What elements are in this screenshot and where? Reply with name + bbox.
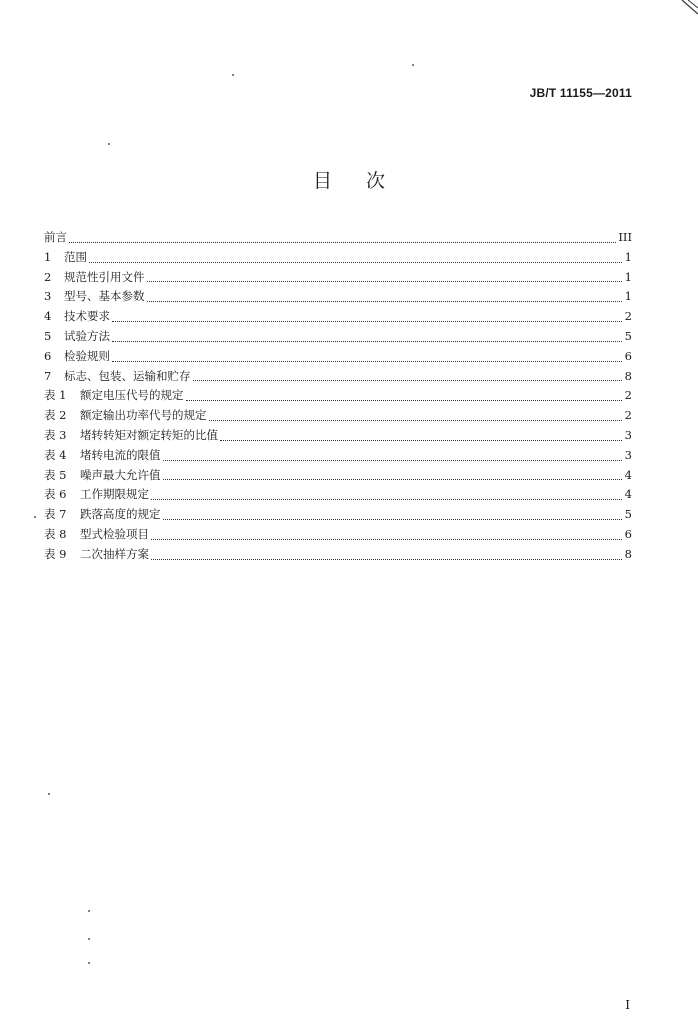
toc-entry-title: 堵转转矩对额定转矩的比值 <box>80 427 218 442</box>
scan-speck <box>34 516 36 518</box>
toc-entry-title: 型式检验项目 <box>80 526 149 541</box>
toc-entry-number: 4 <box>44 309 52 324</box>
toc-entry-title: 试验方法 <box>64 328 110 343</box>
toc-entry-page: 1 <box>624 289 632 304</box>
toc-entry-number: 表 4 <box>44 447 67 462</box>
toc-dot-leader <box>151 538 622 540</box>
toc-dot-leader <box>89 261 622 263</box>
toc-entry[interactable] <box>44 228 632 248</box>
toc-dot-leader <box>112 320 622 322</box>
toc-entry-page: 2 <box>624 309 632 324</box>
toc-entry-page: 1 <box>624 249 632 264</box>
scan-speck <box>88 962 90 964</box>
toc-entry-title: 技术要求 <box>64 309 110 324</box>
toc-entry-page: 2 <box>624 388 632 403</box>
toc-entry-title: 检验规则 <box>64 348 110 363</box>
toc-entry[interactable] <box>44 545 632 565</box>
toc-entry-number: 表 7 <box>44 507 67 522</box>
toc-entry-number: 表 9 <box>44 546 67 561</box>
toc-entry-number: 2 <box>44 269 52 284</box>
toc-entry-title: 额定电压代号的规定 <box>80 388 184 403</box>
toc-entry-title: 噪声最大允许值 <box>80 467 161 482</box>
toc-entry-page: 3 <box>624 427 632 442</box>
toc-entry-page: 8 <box>624 368 632 383</box>
toc-dot-leader <box>163 518 623 520</box>
toc-entry-page: 8 <box>624 546 632 561</box>
toc-entry-number: 3 <box>44 289 52 304</box>
toc-dot-leader <box>151 558 622 560</box>
toc-entry[interactable] <box>44 505 632 525</box>
toc-entry-number: 5 <box>44 328 52 343</box>
page-corner-mark <box>678 0 698 20</box>
toc-dot-leader <box>193 379 623 381</box>
toc-entry-title: 前言 <box>44 230 67 244</box>
toc-entry-number: 表 8 <box>44 526 67 541</box>
toc-entry-number: 表 3 <box>44 427 67 442</box>
page-title: 目次 <box>312 170 419 192</box>
standard-number: JB/T 11155—2011 <box>529 86 632 100</box>
toc-entry[interactable] <box>44 466 632 486</box>
toc-entry-number: 表 5 <box>44 467 67 482</box>
scan-speck <box>232 74 234 76</box>
toc-entry-title: 工作期限规定 <box>80 487 149 502</box>
toc-dot-leader <box>147 300 623 302</box>
toc-entry[interactable] <box>44 426 632 446</box>
toc-entry-page: 6 <box>624 348 632 363</box>
toc-dot-leader <box>151 498 622 500</box>
toc-dot-leader <box>147 280 623 282</box>
toc-entry-title: 型号、基本参数 <box>64 289 145 304</box>
toc-entry-title: 范围 <box>64 249 87 264</box>
toc-entry-title: 标志、包装、运输和贮存 <box>64 368 191 383</box>
toc-entry[interactable] <box>44 268 632 288</box>
toc-entry-number: 表 1 <box>44 388 67 403</box>
toc-entry[interactable] <box>44 525 632 545</box>
toc-entry-title: 堵转电流的限值 <box>80 447 161 462</box>
toc-entry-title: 跌落高度的规定 <box>80 507 161 522</box>
scan-speck <box>88 910 90 912</box>
toc-entry[interactable] <box>44 347 632 367</box>
toc-dot-leader <box>69 241 616 243</box>
toc-entry-number: 6 <box>44 348 52 363</box>
toc-dot-leader <box>220 439 622 441</box>
toc-entry-page: 6 <box>624 526 632 541</box>
toc-entry-title: 规范性引用文件 <box>64 269 145 284</box>
toc-dot-leader <box>163 459 623 461</box>
toc-entry[interactable] <box>44 367 632 387</box>
toc-entry-title: 二次抽样方案 <box>80 546 149 561</box>
scan-speck <box>88 938 90 940</box>
toc-entry[interactable] <box>44 386 632 406</box>
toc-entry-page: 5 <box>624 328 632 343</box>
toc-entry-number: 表 2 <box>44 408 67 423</box>
toc-dot-leader <box>186 399 623 401</box>
toc-entry[interactable] <box>44 307 632 327</box>
toc-entry-page: 4 <box>624 467 632 482</box>
toc-dot-leader <box>112 340 622 342</box>
toc-entry-title: 额定输出功率代号的规定 <box>80 408 207 423</box>
toc-entry[interactable] <box>44 287 632 307</box>
scan-speck <box>412 64 414 66</box>
toc-entry[interactable] <box>44 327 632 347</box>
scan-speck <box>48 793 50 795</box>
toc-entry[interactable] <box>44 485 632 505</box>
toc-entry-page: 2 <box>624 408 632 423</box>
toc-entry-page: 1 <box>624 269 632 284</box>
toc-entry-number: 7 <box>44 368 52 383</box>
toc-entry-page: III <box>618 230 632 244</box>
toc-dot-leader <box>112 360 622 362</box>
toc-entry[interactable] <box>44 248 632 268</box>
scan-speck <box>108 143 110 145</box>
toc-entry-number: 表 6 <box>44 487 67 502</box>
toc-entry-number: 1 <box>44 249 52 264</box>
toc-entry-page: 4 <box>624 487 632 502</box>
table-of-contents <box>44 228 632 565</box>
toc-entry-page: 5 <box>624 507 632 522</box>
page-folio: I <box>625 998 630 1012</box>
toc-dot-leader <box>163 478 623 480</box>
toc-dot-leader <box>209 419 623 421</box>
toc-entry-page: 3 <box>624 447 632 462</box>
toc-entry[interactable] <box>44 446 632 466</box>
toc-entry[interactable] <box>44 406 632 426</box>
